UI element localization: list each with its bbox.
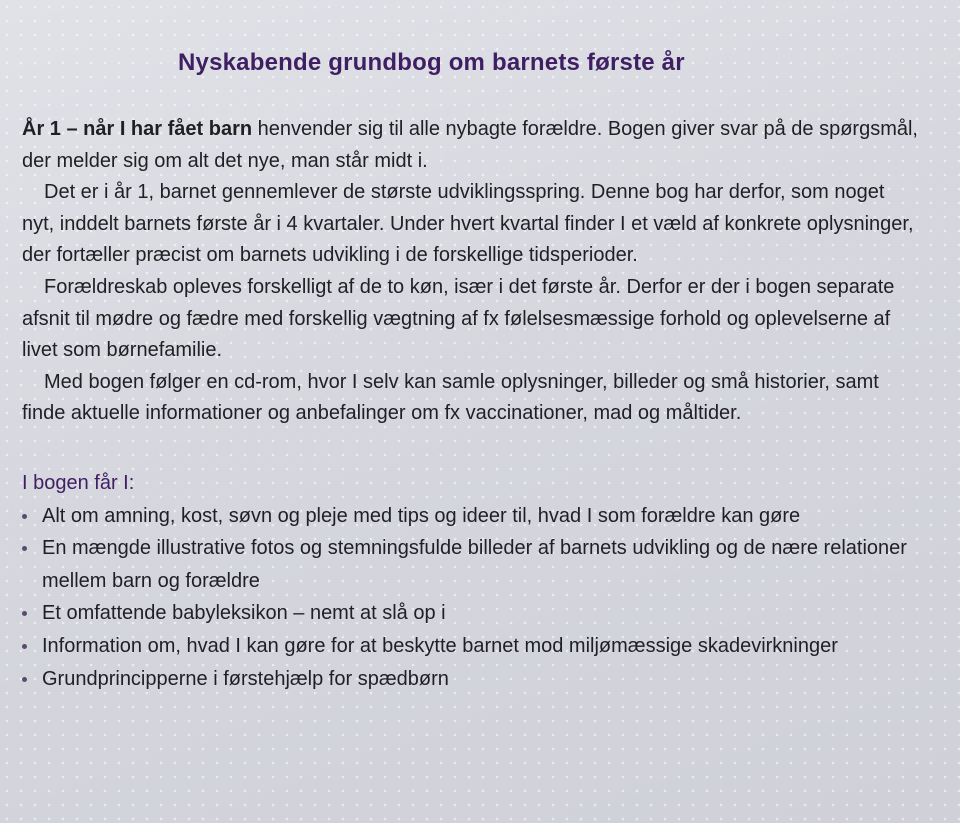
intro-paragraph [22,114,922,177]
paragraph-development: Det er i år 1, barnet gennemlever de største udviklingsspring. Denne bog har derfor, som noget nyt, inddelt barnets første år i 4 kvartaler. Under hvert kvartal finder I et væld af konkrete oplysninger, der fortæller præcist om barnets udvikling i de forskellige tidsperioder. [22,181,914,267]
page-title: Nyskabende grundbog om barnets første år [178,49,685,76]
list-item: En mængde illustrative fotos og stemningsfulde billeder af barnets udvikling og de nære relationer mellem barn og forældre [22,532,922,597]
paragraph-cdrom: Med bogen følger en cd-rom, hvor I selv kan samle oplysninger, billeder og små historier, samt finde aktuelle informationer og anbefalinger om fx vaccinationer, mad og måltider. [22,370,879,425]
list-item: Grundprincipperne i førstehjælp for spædbørn [22,663,922,696]
book-title-lead: År 1 – når I har fået barn [22,118,253,140]
list-item: Et omfattende babyleksikon – nemt at slå op i [22,597,922,630]
list-item: Information om, hvad I kan gøre for at beskytte barnet mod miljømæssige skadevirkninger [22,630,922,663]
paragraph-parenthood: Forældreskab opleves forskelligt af de to køn, især i det første år. Derfor er der i bogen separate afsnit til mødre og fædre med forskellig vægtning af fx følelsesmæssige forhold og oplevelserne af livet som børnefamilie. [22,275,895,362]
intro-text: henvender sig til alle nybagte forældre. Bogen giver svar på de spørgsmål, der melder sig om alt det nye, man står midt i. [22,118,918,172]
list-heading: I bogen får I: [22,471,135,494]
list-item: Alt om amning, kost, søvn og pleje med tips og ideer til, hvad I som forældre kan gøre [22,500,922,533]
book-back-cover [22,48,922,695]
feature-list [22,500,922,696]
description-text [22,114,922,430]
